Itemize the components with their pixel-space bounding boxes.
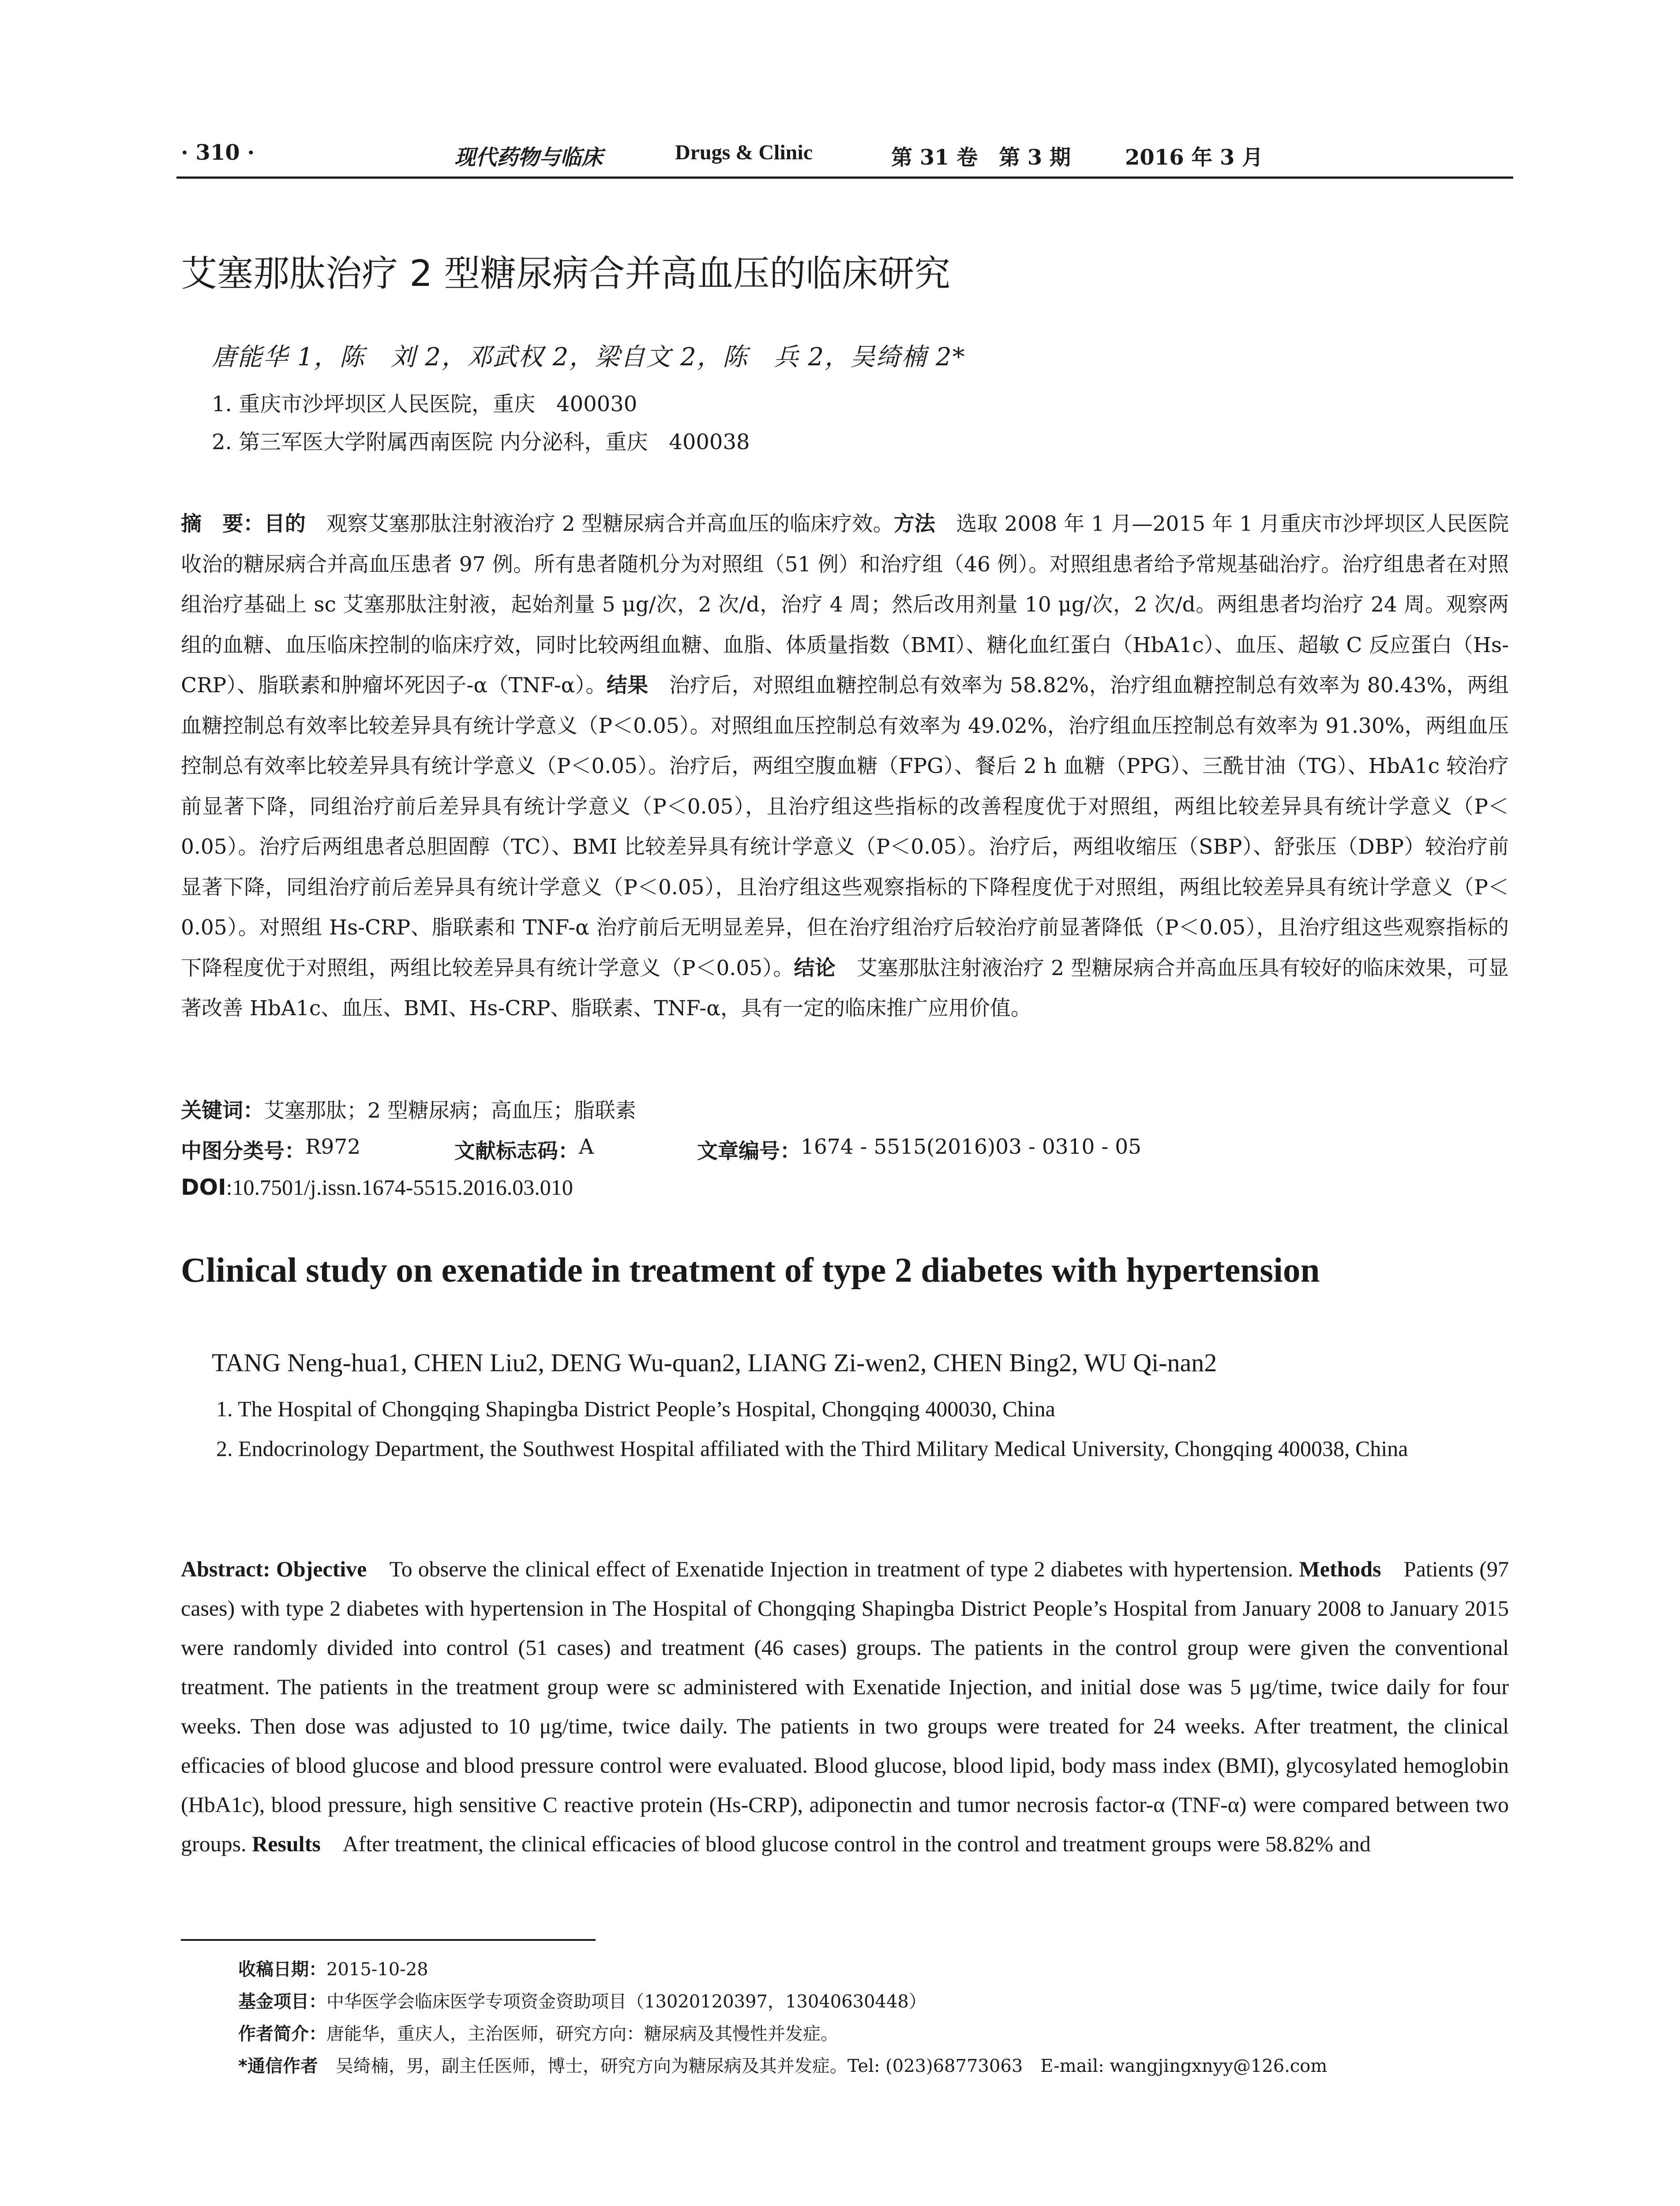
- doi-value: :10.7501/j.issn.1674-5515.2016.03.010: [226, 1175, 573, 1200]
- issue-date: 2016 年 3 月: [1125, 145, 1264, 170]
- journal-name-en: Drugs & Clinic: [675, 141, 813, 164]
- results-en-label: Results: [252, 1831, 321, 1856]
- document-code: 文献标志码： A: [454, 1135, 594, 1163]
- results-cn-label: 结果: [606, 673, 649, 698]
- keywords-label: 关键词：: [181, 1099, 264, 1123]
- article-number: 文章编号： 1674 - 5515(2016)03 - 0310 - 05: [697, 1135, 1142, 1163]
- objective-en-text: To observe the clinical effect of Exenatide Injection in treatment of type 2 diabetes with hypertension.: [367, 1557, 1299, 1581]
- affiliation-cn-1: 1. 重庆市沙坪坝区人民医院，重庆 400030: [212, 392, 638, 416]
- abstract-en-label: Abstract:: [181, 1557, 270, 1581]
- abstract-cn: [181, 504, 1509, 1029]
- footnote-corresponding: *通信作者 吴绮楠，男，副主任医师，博士，研究方向为糖尿病及其并发症。Tel: (023)68773063 E-mail: wangjingxnyy@126.com: [238, 2056, 1328, 2076]
- title-en: Clinical study on exenatide in treatment of type 2 diabetes with hypertension: [181, 1251, 1320, 1290]
- affiliation-en-1: 1. The Hospital of Chongqing Shapingba District People’s Hospital, Chongqing 400030, China: [216, 1396, 1055, 1421]
- objective-en-label: Objective: [276, 1557, 367, 1581]
- methods-en-label: Methods: [1299, 1557, 1381, 1581]
- volume-issue: 第 31 卷 第 3 期: [891, 145, 1071, 170]
- doi-line: [181, 1174, 1509, 1200]
- title-cn: 艾塞那肽治疗 2 型糖尿病合并高血压的临床研究: [181, 253, 951, 295]
- objective-cn-label: 目的: [264, 512, 306, 536]
- methods-cn-label: 方法: [893, 512, 936, 536]
- footnote-author-bio: 作者简介：唐能华，重庆人，主治医师，研究方向：糖尿病及其慢性并发症。: [238, 2024, 838, 2044]
- results-cn-text: 治疗后，对照组血糖控制总有效率为 58.82%，治疗组血糖控制总有效率为 80.43%，两组血糖控制总有效率比较差异具有统计学意义（P＜0.05）。对照组血压控制总有效率为 49.02%，治疗组血压控制总有效率为 91.30%，两组血压控制总有效率比较差异具有统计学意义（P＜0.05）。治疗后，两组空腹血糖（FPG）、餐后 2 h 血糖（PPG）、三酰甘油（TG）、HbA1c 较治疗前显著下降，同组治疗前后差异具有统计学意义（P＜0.05），且治疗组这些指标的改善程度优于对照组，两组比较差异具有统计学意义（P＜0.05）。治疗后两组患者总胆固醇（TC）、BMI 比较差异具有统计学意义（P＜0.05）。治疗后，两组收缩压（SBP）、舒张压（DBP）较治疗前显著下降，同组治疗前后差异具有统计学意义（P＜0.05），且治疗组这些观察指标的下降程度优于对照组，两组比较差异具有统计学意义（P＜0.05）。对照组 Hs-CRP、脂联素和 TNF-α 治疗前后无明显差异，但在治疗组治疗后较治疗前显著降低（P＜0.05），且治疗组这些观察指标的下降程度优于对照组，两组比较差异具有统计学意义（P＜0.05）。: [181, 673, 1509, 980]
- clc-number: 中图分类号： R972: [181, 1135, 361, 1163]
- affiliation-cn-2: 2. 第三军医大学附属西南医院 内分泌科，重庆 400038: [212, 430, 750, 454]
- journal-name-cn: 现代药物与临床: [454, 145, 603, 170]
- methods-en-text: Patients (97 cases) with type 2 diabetes with hypertension in The Hospital of Chongqing Shapingba District People’s Hospital from January 2008 to January 2015 were randomly divided into control (51 cases) and treatment (46 cases) groups. The patients in the control group were given the conventional treatment. The patients in the treatment group were sc administered with Exenatide Injection, and initial dose was 5 μg/time, twice daily for four weeks. Then dose was adjusted to 10 μg/time, twice daily. The patients in two groups were treated for 24 weeks. After treatment, the clinical efficacies of blood glucose and blood pressure control were evaluated. Blood glucose, blood lipid, body mass index (BMI), glycosylated hemoglobin (HbA1c), blood pressure, high sensitive C reactive protein (Hs-CRP), adiponectin and tumor necrosis factor-α (TNF-α) were compared between two groups.: [181, 1557, 1509, 1856]
- authors-cn: 唐能华 1，陈 刘 2，邓武权 2，梁自文 2，陈 兵 2，吴绮楠 2*: [212, 343, 966, 371]
- methods-cn-text: 选取 2008 年 1 月—2015 年 1 月重庆市沙坪坝区人民医院收治的糖尿病合并高血压患者 97 例。所有患者随机分为对照组（51 例）和治疗组（46 例）。对照组患者给予常规基础治疗。治疗组患者在对照组治疗基础上 sc 艾塞那肽注射液，起始剂量 5 μg/次，2 次/d，治疗 4 周；然后改用剂量 10 μg/次，2 次/d。两组患者均治疗 24 周。观察两组的血糖、血压临床控制的临床疗效，同时比较两组血糖、血脂、体质量指数（BMI）、糖化血红蛋白（HbA1c）、血压、超敏 C 反应蛋白（Hs-CRP）、脂联素和肿瘤坏死因子-α（TNF-α）。: [181, 512, 1509, 698]
- abstract-en: [181, 1549, 1509, 1864]
- authors-en: TANG Neng-hua1, CHEN Liu2, DENG Wu-quan2, LIANG Zi-wen2, CHEN Bing2, WU Qi-nan2: [212, 1348, 1217, 1377]
- objective-cn-text: 观察艾塞那肽注射液治疗 2 型糖尿病合并高血压的临床疗效。: [305, 512, 894, 536]
- affiliation-en-2: 2. Endocrinology Department, the Southwest Hospital affiliated with the Third Military Medical University, Chongqing 400038, China: [216, 1436, 1408, 1461]
- footnote-funding: 基金项目：中华医学会临床医学专项资金资助项目（13020120397，13040630448）: [238, 1992, 926, 2012]
- keywords-line: [181, 1094, 1509, 1124]
- footnote-rule: [181, 1939, 596, 1941]
- conclusion-cn-label: 结论: [794, 956, 836, 980]
- conclusion-cn-text: 艾塞那肽注射液治疗 2 型糖尿病合并高血压具有较好的临床效果，可显著改善 HbA1c、血压、BMI、Hs-CRP、脂联素、TNF-α，具有一定的临床推广应用价值。: [181, 956, 1509, 1020]
- doi-label: DOI: [181, 1174, 226, 1200]
- header-rule: [176, 176, 1513, 179]
- page-number: · 310 ·: [181, 140, 255, 165]
- abstract-cn-label: 摘 要：: [181, 512, 264, 536]
- keywords-text: 艾塞那肽；2 型糖尿病；高血压；脂联素: [264, 1099, 636, 1123]
- footnote-received: 收稿日期：2015-10-28: [238, 1959, 428, 1980]
- running-header: [181, 140, 1504, 171]
- results-en-text: After treatment, the clinical efficacies of blood glucose control in the control and treatment groups were 58.82% and: [320, 1831, 1371, 1856]
